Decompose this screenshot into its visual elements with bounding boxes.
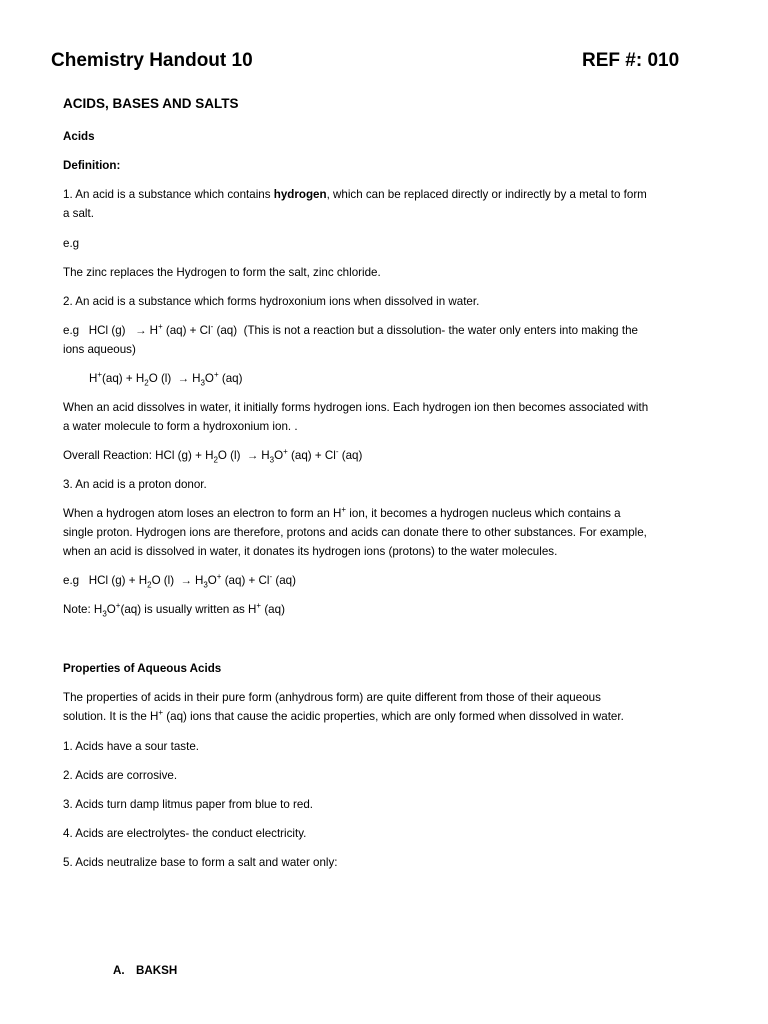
dissolution-note-line-2: ions aqueous)	[63, 343, 136, 356]
definition-1-keyword: hydrogen	[273, 188, 327, 201]
property-item: 4. Acids are electrolytes- the conduct electricity.	[63, 827, 307, 840]
property-item: 2. Acids are corrosive.	[63, 769, 178, 782]
equation-term: (aq) + Cl	[162, 324, 211, 337]
hydroxonium-paragraph-line-2: a water molecule to form a hydroxonium ion. .	[63, 420, 298, 433]
document-title: Chemistry Handout 10	[51, 50, 253, 71]
paragraph-text: solution. It is the H	[63, 710, 159, 723]
equation-term: (aq)	[272, 574, 296, 587]
charge-superscript: +	[157, 322, 163, 332]
definition-1-line-2: a salt.	[63, 207, 94, 220]
reference-number: REF #: 010	[582, 50, 680, 71]
subscript: 3	[269, 455, 275, 465]
acids-heading: Acids	[63, 130, 95, 143]
subscript: 3	[203, 580, 208, 590]
definition-label: Definition:	[63, 159, 121, 172]
overall-reaction	[63, 446, 362, 465]
equation-term: O (l)	[148, 372, 172, 385]
equation-term: O	[204, 372, 214, 385]
property-item: 1. Acids have a sour taste.	[63, 740, 199, 753]
equation-term: O	[207, 574, 217, 587]
paragraph-text: ion, it becomes a hydrogen nucleus which contains a	[346, 507, 621, 520]
paragraph-text: (aq) ions that cause the acidic properties, which are only formed when dissolved in water.	[163, 710, 624, 723]
example-label: e.g	[63, 324, 80, 337]
proton-equation	[63, 571, 296, 590]
equation-term: H	[192, 372, 201, 385]
dissolution-note: (This is not a reaction but a dissolution- the water only enters into making the	[243, 324, 638, 337]
equation-term: (aq)	[261, 603, 285, 616]
proton-paragraph-line-2: single proton. Hydrogen ions are therefore, protons and acids can donate there to other substances. For example,	[63, 526, 647, 539]
footer-author: BAKSH	[136, 964, 178, 977]
definition-3: 3. An acid is a proton donor.	[63, 478, 207, 491]
proton-paragraph-line-1	[63, 504, 621, 523]
equation-term: H	[261, 449, 270, 462]
note-label: Note: H	[63, 603, 103, 616]
charge-superscript: +	[115, 601, 121, 611]
charge-superscript: +	[216, 572, 222, 582]
equation-term: O	[106, 603, 116, 616]
equation-term: (aq) + H	[102, 372, 145, 385]
properties-heading: Properties of Aqueous Acids	[63, 662, 222, 675]
equation-term: (aq) is usually written as H	[120, 603, 257, 616]
equation-term: (aq)	[213, 324, 238, 337]
reaction-arrow-icon: →	[177, 372, 190, 385]
footer-list-marker: A.	[113, 964, 125, 977]
charge-superscript: -	[269, 572, 273, 582]
hydroxonium-equation	[89, 369, 242, 388]
equation-term: (aq)	[218, 372, 243, 385]
definition-1-text: 1. An acid is a substance which contains	[63, 188, 274, 201]
charge-superscript: -	[335, 447, 339, 457]
equation-term: H	[149, 324, 158, 337]
property-item: 5. Acids neutralize base to form a salt and water only:	[63, 856, 338, 869]
property-item: 3. Acids turn damp litmus paper from blue to red.	[63, 798, 314, 811]
reaction-arrow-icon: →	[134, 324, 147, 337]
note-line	[63, 600, 285, 619]
subscript: 2	[147, 580, 152, 590]
charge-superscript: +	[213, 370, 219, 380]
reaction-arrow-icon: →	[246, 449, 259, 462]
charge-superscript: +	[341, 505, 347, 515]
hydroxonium-paragraph-line-1: When an acid dissolves in water, it initially forms hydrogen ions. Each hydrogen ion then becomes associated with	[63, 401, 649, 414]
properties-intro-line-2	[63, 707, 624, 726]
equation-term: (aq) + Cl	[287, 449, 336, 462]
equation-reactant: HCl (g)	[88, 324, 126, 337]
overall-reaction-label: Overall Reaction: HCl (g) + H	[63, 449, 214, 462]
example-label: e.g	[63, 237, 80, 250]
example-label: e.g	[63, 574, 80, 587]
equation-term: H	[194, 574, 204, 587]
definition-1-line-1	[63, 185, 647, 204]
equation-term: O (l)	[151, 574, 175, 587]
properties-intro-line-1: The properties of acids in their pure form (anhydrous form) are quite different from those of their aqueous	[63, 691, 601, 704]
definition-2: 2. An acid is a substance which forms hydroxonium ions when dissolved in water.	[63, 295, 480, 308]
subscript: 3	[200, 378, 205, 388]
charge-superscript: +	[283, 447, 288, 457]
subscript: 2	[144, 378, 149, 388]
equation-term: (aq)	[338, 449, 363, 462]
definition-1-text-end: , which can be replaced directly or indirectly by a metal to form	[326, 188, 647, 201]
equation-term: (aq) + Cl	[221, 574, 270, 587]
section-title: ACIDS, BASES AND SALTS	[63, 96, 239, 111]
equation-term: O (l)	[217, 449, 241, 462]
reaction-arrow-icon: →	[180, 574, 192, 587]
equation-term: HCl (g) + H	[88, 574, 148, 587]
zinc-explanation: The zinc replaces the Hydrogen to form the salt, zinc chloride.	[63, 266, 381, 279]
equation-term: H	[89, 372, 98, 385]
charge-superscript: +	[158, 708, 164, 718]
proton-paragraph-line-3: when an acid is dissolved in water, it donates its hydrogen ions (protons) to the water molecules.	[63, 545, 558, 558]
paragraph-text: When a hydrogen atom loses an electron to form an H	[63, 507, 342, 520]
charge-superscript: -	[210, 322, 214, 332]
subscript: 3	[102, 609, 107, 619]
charge-superscript: +	[97, 370, 103, 380]
charge-superscript: +	[256, 601, 262, 611]
equation-term: O	[274, 449, 284, 462]
subscript: 2	[213, 455, 218, 465]
definition-2-equation	[63, 321, 638, 340]
